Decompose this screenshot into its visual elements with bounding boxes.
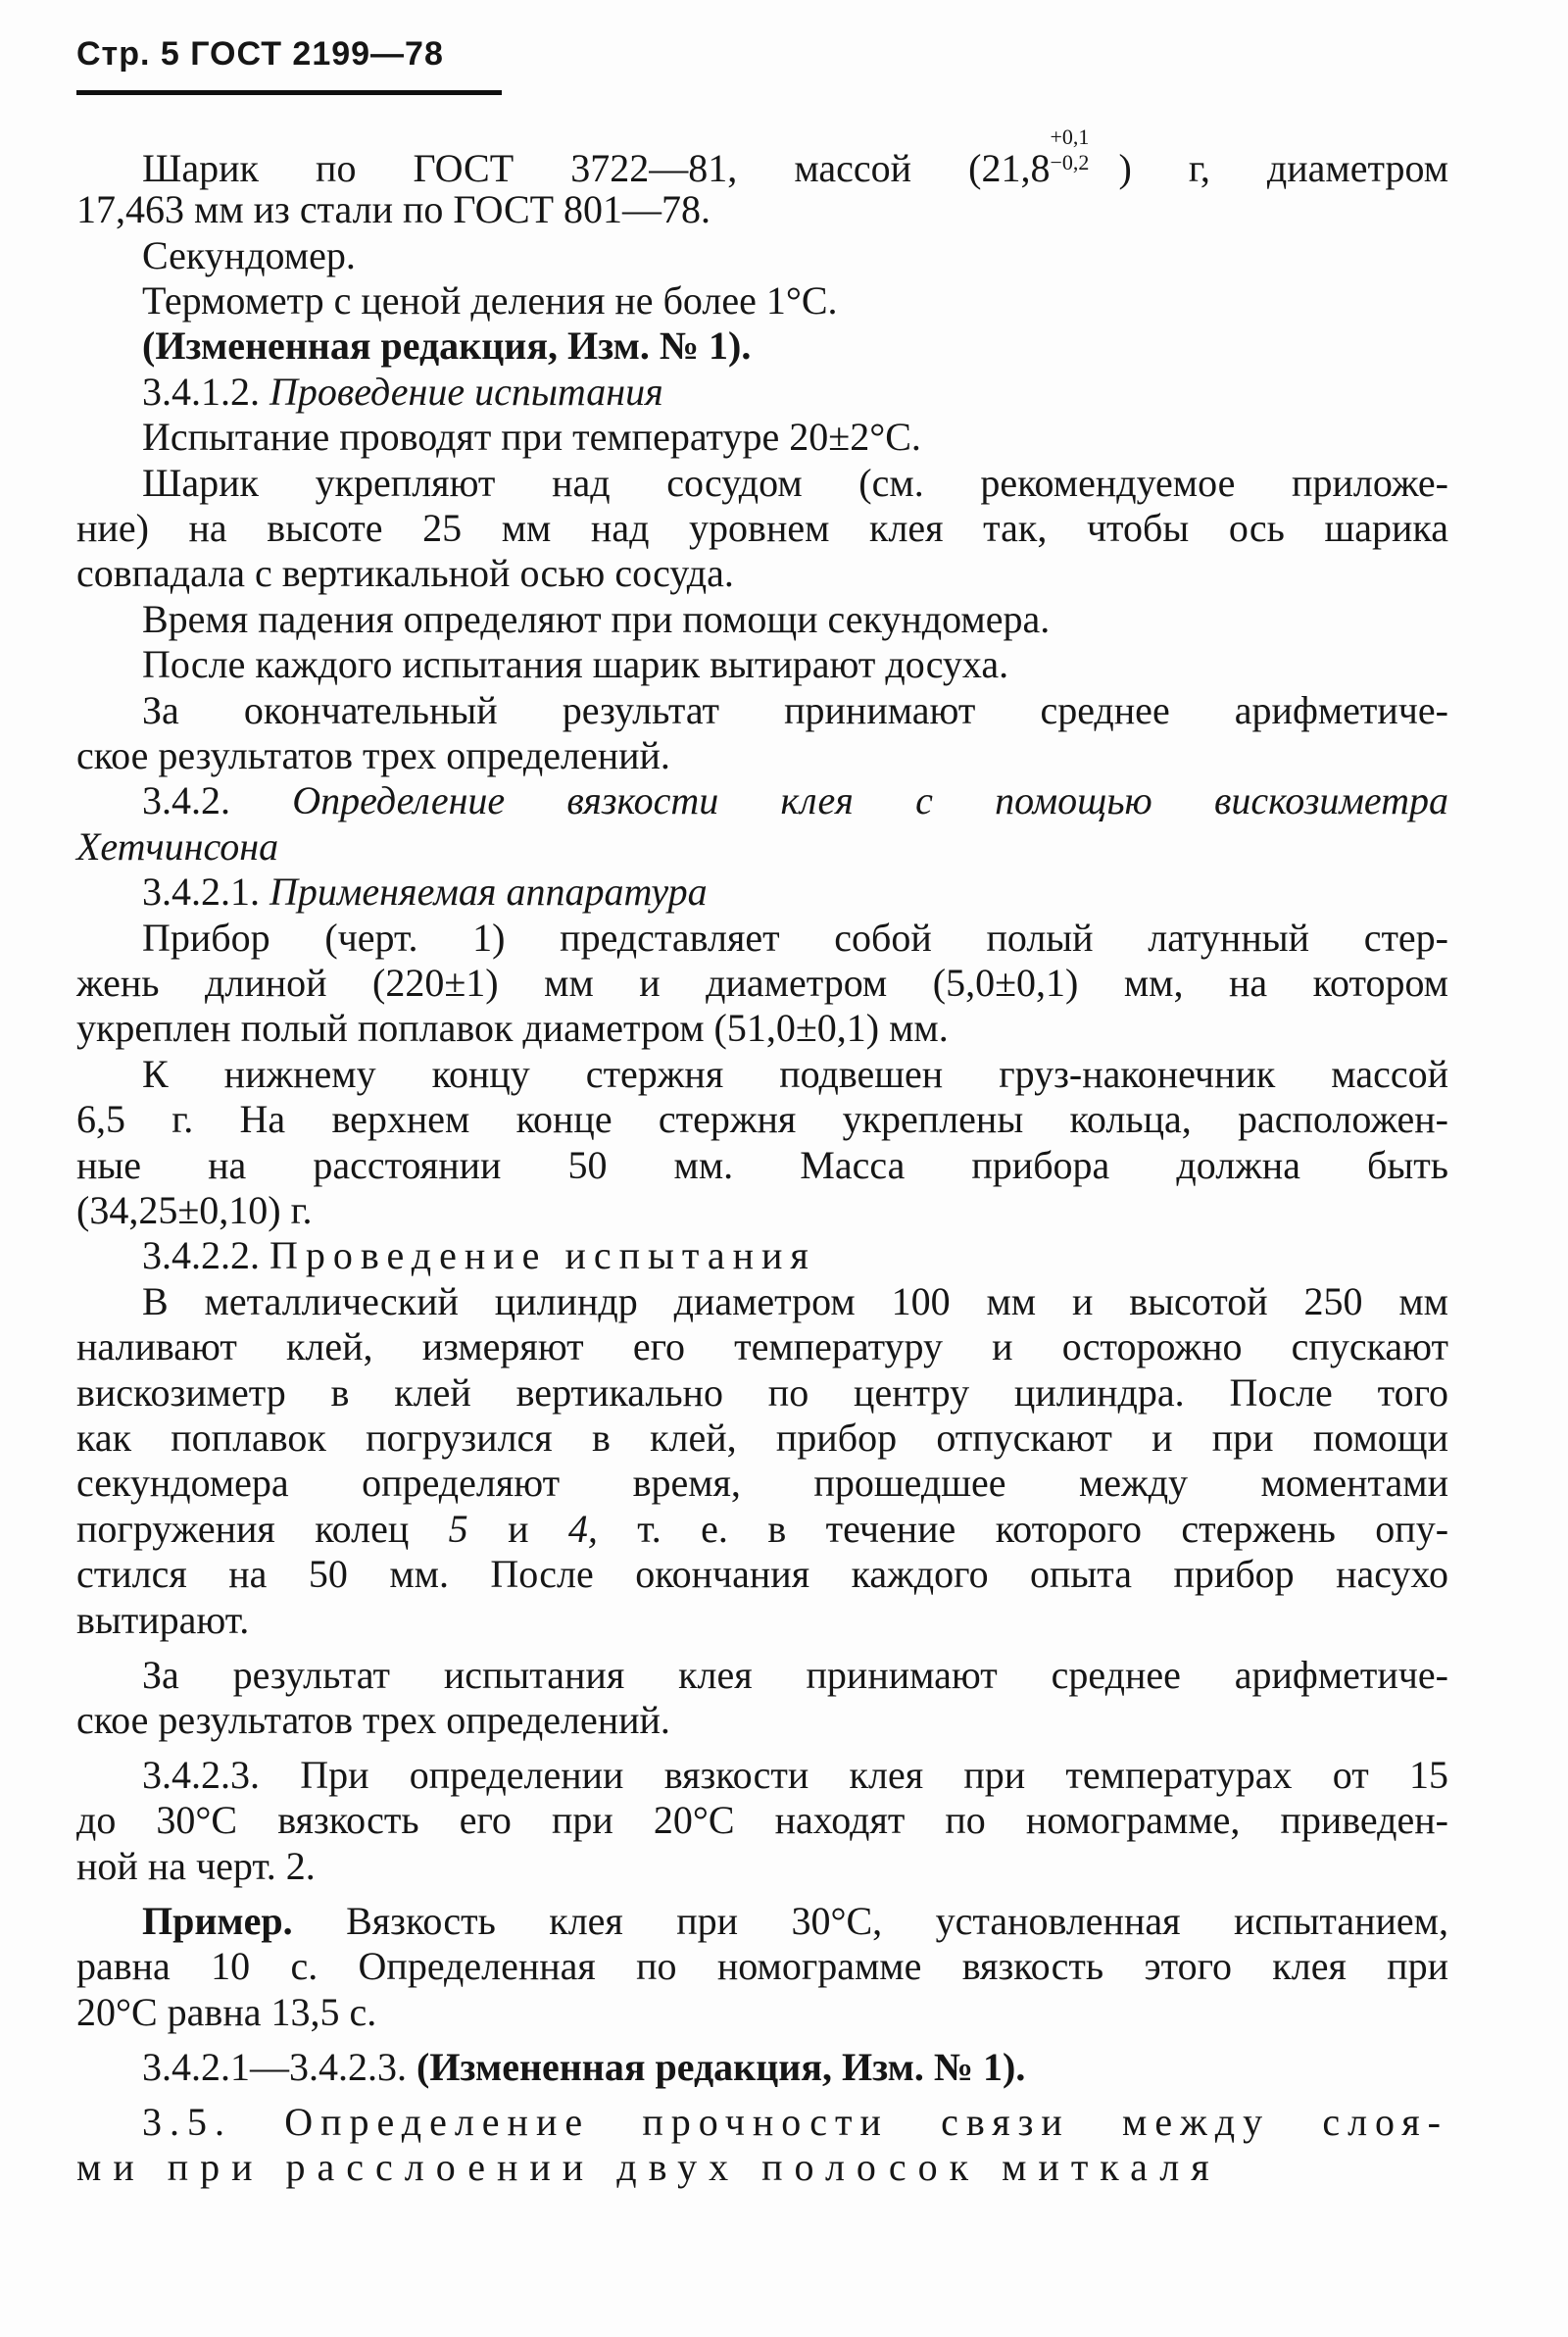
paragraph-line: равна 10 с. Определенная по номограмме вязкость этого клея при — [76, 1944, 1448, 1988]
paragraph-line: стился на 50 мм. После окончания каждого опыта прибор насухо — [76, 1552, 1448, 1596]
section-title: Применяемая аппаратура — [270, 870, 708, 914]
ball-spec-line — [142, 124, 1449, 191]
text-run: погружения колец — [76, 1507, 449, 1551]
section-number: 3.4.1.2. — [142, 370, 260, 414]
paragraph-line: Шарик укрепляют над сосудом (см. рекомендуемое приложе- — [142, 461, 1448, 505]
text-run: т. е. в течение которого стержень опу- — [597, 1507, 1449, 1551]
paragraph-line: до 30°C вязкость его при 20°C находят по номограмме, приведен- — [76, 1798, 1448, 1842]
paragraph-line: В металлический цилиндр диаметром 100 мм и высотой 250 мм — [142, 1279, 1448, 1323]
stopwatch-item: Секундомер. — [142, 233, 356, 277]
amendment-text: (Измененная редакция, Изм. № 1). — [416, 2045, 1026, 2089]
paragraph-line: как поплавок погрузился в клей, прибор отпускают и при помощи — [76, 1416, 1448, 1460]
thermometer-item: Термометр с ценой деления не более 1°C. — [142, 278, 838, 323]
paragraph-line: вискозиметр в клей вертикально по центру цилиндра. После того — [76, 1370, 1448, 1415]
amendment-note: (Измененная редакция, Изм. № 1). — [142, 323, 752, 368]
section-3412-heading — [142, 370, 1448, 415]
paragraph-line: 6,5 г. На верхнем конце стержня укреплены кольца, расположен- — [76, 1097, 1448, 1141]
paragraph-line: ское результатов трех определений. — [76, 733, 670, 777]
section-35-heading: 3.5. Определение прочности связи между слоя- — [142, 2100, 1448, 2144]
paragraph-line: К нижнему концу стержня подвешен груз-наконечник массой — [142, 1052, 1448, 1096]
section-342-heading-line-2: Хетчинсона — [76, 824, 279, 869]
example-text: Вязкость клея при 30°C, установленная испытанием, — [292, 1899, 1448, 1943]
paragraph-line: После каждого испытания шарик вытирают досуха. — [142, 642, 1009, 686]
paragraph-line: ское результатов трех определений. — [76, 1698, 670, 1742]
section-3421-heading — [142, 870, 1448, 915]
section-title: Определение вязкости клея с помощью вискозиметра — [292, 778, 1448, 822]
example-label: Пример. — [142, 1899, 293, 1943]
paragraph-line: укреплен полый поплавок диаметром (51,0±0,1) мм. — [76, 1006, 949, 1050]
paragraph-line: ние) на высоте 25 мм над уровнем клея так, чтобы ось шарика — [76, 506, 1448, 550]
paragraph-line: (34,25±0,10) г. — [76, 1188, 313, 1232]
amendment-note-2 — [142, 2045, 1448, 2090]
section-35-heading-line-2: ми при расслоении двух полосок миткаля — [76, 2145, 1221, 2189]
section-number: 3.4.2.2. — [142, 1233, 260, 1277]
paragraph-line: ной на черт. 2. — [76, 1844, 316, 1888]
paragraph-line: совпадала с вертикальной осью сосуда. — [76, 551, 734, 595]
section-number: 3.4.2.1. — [142, 870, 260, 914]
clause-range: 3.4.2.1—3.4.2.3. — [142, 2045, 416, 2089]
mass-tolerance-upper: +0,1 — [1050, 124, 1090, 149]
mass-tolerance-lower: −0,2 — [1050, 150, 1090, 174]
section-title: Проведение испытания — [270, 370, 663, 414]
ball-spec-text-end: ) г, диаметром — [1118, 146, 1449, 190]
paragraph-line: жень длиной (220±1) мм и диаметром (5,0±0,1) мм, на котором — [76, 961, 1448, 1005]
text-run: и — [467, 1507, 568, 1551]
ring-number: 4, — [567, 1507, 598, 1551]
paragraph-line: 20°C равна 13,5 с. — [76, 1990, 377, 2034]
section-number: 3.4.2. — [142, 778, 230, 822]
paragraph-line: За окончательный результат принимают среднее арифметиче- — [142, 688, 1448, 732]
section-title: Проведение испытания — [270, 1233, 816, 1277]
paragraph-line: За результат испытания клея принимают среднее арифметиче- — [142, 1653, 1448, 1697]
mass-tolerance — [1050, 124, 1119, 181]
ball-spec-line-2: 17,463 мм из стали по ГОСТ 801—78. — [76, 187, 711, 231]
page-header: Стр. 5 ГОСТ 2199—78 — [76, 35, 444, 73]
header-rule — [76, 90, 502, 95]
paragraph-line: секундомера определяют время, прошедшее между моментами — [76, 1461, 1448, 1505]
paragraph-line: Время падения определяют при помощи секундомера. — [142, 597, 1051, 641]
paragraph-line: Испытание проводят при температуре 20±2°C. — [142, 415, 921, 459]
paragraph-line: ные на расстоянии 50 мм. Масса прибора должна быть — [76, 1143, 1448, 1187]
ball-spec-text: Шарик по ГОСТ 3722—81, массой (21,8 — [142, 146, 1051, 190]
paragraph-line: Прибор (черт. 1) представляет собой полый латунный стер- — [142, 916, 1448, 960]
paragraph-line: наливают клей, измеряют его температуру и осторожно спускают — [76, 1324, 1448, 1368]
paragraph-line — [76, 1507, 1448, 1552]
section-342-heading — [142, 778, 1448, 823]
paragraph-line: вытирают. — [76, 1598, 250, 1642]
example-line — [142, 1899, 1448, 1944]
section-3423-line: 3.4.2.3. При определении вязкости клея при температурах от 15 — [142, 1753, 1448, 1797]
section-3422-heading — [142, 1233, 1448, 1278]
ring-number: 5 — [448, 1507, 468, 1551]
